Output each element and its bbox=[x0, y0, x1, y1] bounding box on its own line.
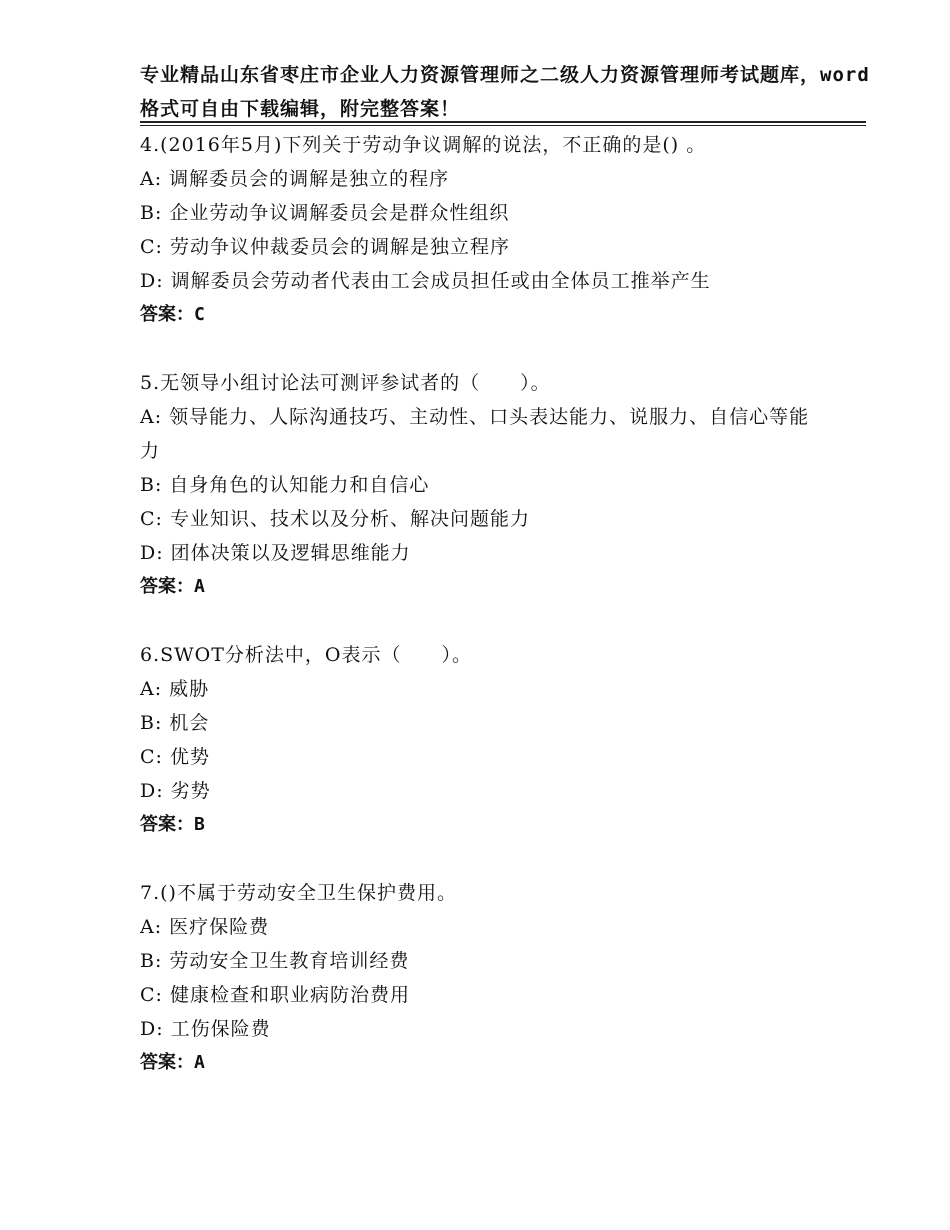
option-c: C: 专业知识、技术以及分析、解决问题能力 bbox=[140, 508, 530, 530]
option-d: D: 调解委员会劳动者代表由工会成员担任或由全体员工推举产生 bbox=[140, 270, 711, 292]
option-b: B: 劳动安全卫生教育培训经费 bbox=[140, 950, 410, 972]
option-b: B: 机会 bbox=[140, 712, 210, 734]
option-c: C: 健康检查和职业病防治费用 bbox=[140, 984, 410, 1006]
answer-label: 答案：C bbox=[140, 304, 205, 325]
question-stem: 6.SWOT分析法中，O表示（ ）。 bbox=[140, 644, 472, 666]
header-divider-thin bbox=[140, 125, 866, 126]
question-spacer bbox=[140, 332, 820, 366]
question-7 bbox=[140, 876, 820, 1080]
question-spacer bbox=[140, 842, 820, 876]
option-a: A: 医疗保险费 bbox=[140, 916, 270, 938]
question-stem: 4.(2016年5月)下列关于劳动争议调解的说法，不正确的是() 。 bbox=[140, 134, 707, 156]
question-6 bbox=[140, 638, 820, 842]
option-b: B: 自身角色的认知能力和自信心 bbox=[140, 474, 430, 496]
answer-label: 答案：A bbox=[140, 576, 205, 597]
document-header bbox=[140, 58, 870, 126]
option-d: D: 劣势 bbox=[140, 780, 211, 802]
option-b: B: 企业劳动争议调解委员会是群众性组织 bbox=[140, 202, 510, 224]
question-spacer bbox=[140, 604, 820, 638]
question-4 bbox=[140, 128, 820, 332]
option-a: A: 调解委员会的调解是独立的程序 bbox=[140, 168, 450, 190]
question-list bbox=[140, 128, 820, 1080]
option-a: A: 威胁 bbox=[140, 678, 210, 700]
option-d: D: 工伤保险费 bbox=[140, 1018, 271, 1040]
question-5 bbox=[140, 366, 820, 604]
option-c: C: 劳动争议仲裁委员会的调解是独立程序 bbox=[140, 236, 510, 258]
question-stem: 5.无领导小组讨论法可测评参试者的（ ）。 bbox=[140, 372, 551, 394]
option-c: C: 优势 bbox=[140, 746, 210, 768]
header-line-1: 专业精品山东省枣庄市企业人力资源管理师之二级人力资源管理师考试题库，word bbox=[140, 64, 870, 86]
answer-label: 答案：B bbox=[140, 814, 205, 835]
option-d: D: 团体决策以及逻辑思维能力 bbox=[140, 542, 411, 564]
header-line-2: 格式可自由下载编辑，附完整答案！ bbox=[140, 98, 461, 120]
header-divider-thick bbox=[140, 121, 866, 123]
answer-label: 答案：A bbox=[140, 1052, 205, 1073]
question-stem: 7.()不属于劳动安全卫生保护费用。 bbox=[140, 882, 457, 904]
option-a: A: 领导能力、人际沟通技巧、主动性、口头表达能力、说服力、自信心等能力 bbox=[140, 406, 810, 462]
